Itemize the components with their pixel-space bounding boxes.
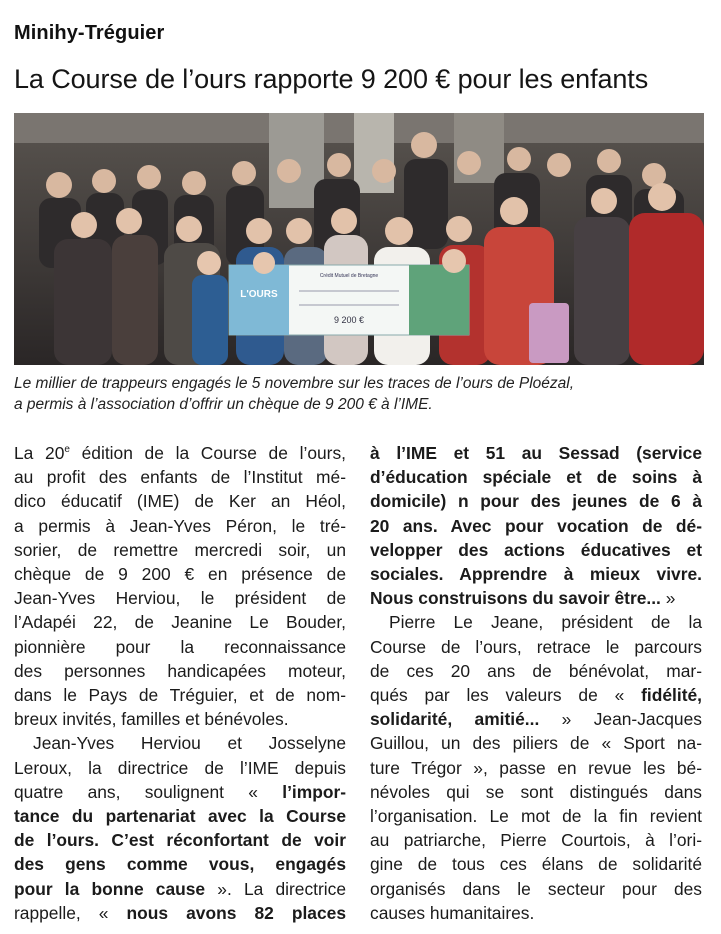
body-line: organisés dans le secteur pour des [370,878,702,899]
body-line: quatre ans, soulignent « l’impor- [14,781,346,802]
body-line: Nous construisons du savoir être... » [370,588,676,609]
body-line: breux invités, familles et bénévoles. [14,709,289,730]
cheque [229,265,469,335]
body-line: solidarité, amitié... » Jean-Jacques [370,709,702,730]
body-line: l’organisation. Le mot de la fin revient [370,806,702,827]
cheque-logo: L'OURS [240,289,278,300]
body-line: dico éducatif (IME) de Ker an Héol, [14,491,346,512]
body-line: pour la bonne cause ». La directrice [14,878,346,899]
body-line: Guillou, un des piliers de « Sport na- [370,733,702,754]
body-line: sociales. Apprendre à mieux vivre. [370,564,702,585]
body-line: au patriarche, Pierre Courtois, à l’ori- [370,830,702,851]
body-line: Jean-Yves Herviou et Josselyne [33,733,346,754]
caption-line: Le millier de trappeurs engagés le 5 novembre sur les traces de l’ours de Ploézal, [14,375,575,392]
cheque-amount: 9 200 € [333,315,365,325]
body-line: velopper des actions éducatives et [370,539,702,560]
body-line: de l’ours. C’est réconfortant de voir [14,830,346,851]
body-line: des personnes handicapées moteur, [14,660,346,681]
body-line: pionnière pour la reconnaissance [14,636,346,657]
body-line: de ces 20 ans de bénévolat, mar- [370,660,702,681]
section-kicker: Minihy-Tréguier [14,22,165,44]
body-line: des gens comme vous, engagés [14,854,346,875]
body-line: Pierre Le Jeane, président de la [389,612,702,633]
body-line: dans le Pays de Tréguier, et de nom- [14,685,346,706]
body-line: rappelle, « nous avons 82 places [14,902,346,923]
body-line: névoles qui se sont distingués dans [370,781,702,802]
body-line: ture Trégor », passe en revue les bé- [370,757,702,778]
body-line: sorier, de remettre mercredi soir, un [14,539,346,560]
body-line: l’Adapéi 22, de Jeanine Le Bouder, [14,612,346,633]
body-line: gine de tous ces élans de solidarité [370,854,702,875]
body-line: Jean-Yves Herviou, le président de [14,588,346,609]
article-headline: La Course de l’ours rapporte 9 200 € pour les enfants [14,64,649,94]
group-photo-illustration [14,113,704,365]
body-line: tance du partenariat avec la Course [14,806,346,827]
body-line: domicile) n pour des jeunes de 6 à [370,491,702,512]
body-line: Leroux, la directrice de l’IME depuis [14,757,346,778]
body-line: au profit des enfants de l’Institut mé- [14,467,346,488]
body-line: a permis à Jean-Yves Péron, le tré- [14,515,346,536]
group-photo [14,113,704,365]
caption-line: a permis à l’association d’offrir un chèque de 9 200 € à l’IME. [14,396,433,413]
body-line: causes humanitaires. [370,902,535,923]
body-line: chèque de 9 200 € en présence de [14,564,346,585]
body-line: d’éducation spéciale et de soins à [370,467,702,488]
body-line: 20 ans. Avec pour vocation de dé- [370,515,702,536]
body-line: qués par les valeurs de « fidélité, [370,685,702,706]
body-column-left [14,441,346,925]
body-line: La 20e édition de la Course de l’ours, [14,443,346,463]
body-line: à l’IME et 51 au Sessad (service [370,443,702,463]
body-column-right [370,441,702,925]
cheque-bank: Crédit Mutuel de Bretagne [319,273,379,279]
photo-caption [14,373,708,415]
body-line: Course de l’ours, retrace le parcours [370,636,702,657]
